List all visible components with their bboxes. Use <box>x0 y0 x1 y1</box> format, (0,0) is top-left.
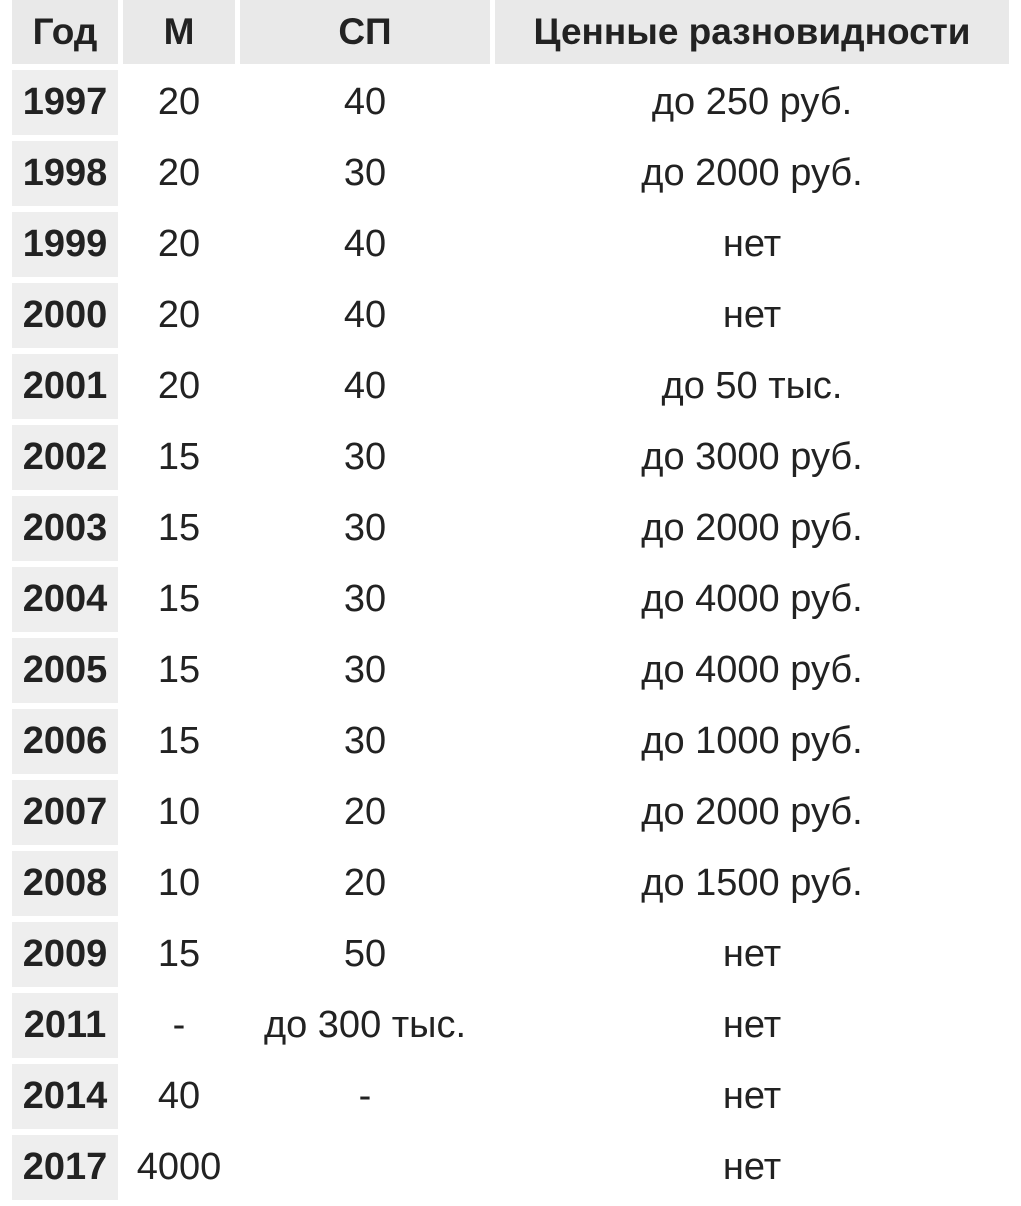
valuable-varieties-cell: до 50 тыс. <box>495 354 1009 419</box>
m-cell: 15 <box>123 709 235 774</box>
table-body <box>12 70 1009 1200</box>
year-cell: 2011 <box>12 993 118 1058</box>
year-cell: 2005 <box>12 638 118 703</box>
sp-cell: 40 <box>240 212 490 277</box>
valuable-varieties-cell: до 2000 руб. <box>495 780 1009 845</box>
sp-cell: 30 <box>240 425 490 490</box>
table-row <box>12 70 1009 135</box>
year-cell: 2017 <box>12 1135 118 1200</box>
valuable-varieties-cell: до 3000 руб. <box>495 425 1009 490</box>
year-cell: 2008 <box>12 851 118 916</box>
header-sp: СП <box>240 0 490 64</box>
sp-cell: до 300 тыс. <box>240 993 490 1058</box>
table-row <box>12 354 1009 419</box>
m-cell: 20 <box>123 70 235 135</box>
table-row <box>12 141 1009 206</box>
table-row <box>12 212 1009 277</box>
valuable-varieties-cell: нет <box>495 212 1009 277</box>
valuable-varieties-cell: нет <box>495 922 1009 987</box>
sp-cell: - <box>240 1064 490 1129</box>
m-cell: 15 <box>123 922 235 987</box>
sp-cell: 30 <box>240 709 490 774</box>
year-cell: 2014 <box>12 1064 118 1129</box>
sp-cell: 30 <box>240 496 490 561</box>
table-row <box>12 1064 1009 1129</box>
year-cell: 1999 <box>12 212 118 277</box>
m-cell: 10 <box>123 780 235 845</box>
year-cell: 1998 <box>12 141 118 206</box>
table-row <box>12 425 1009 490</box>
valuable-varieties-cell: до 1000 руб. <box>495 709 1009 774</box>
table-row <box>12 993 1009 1058</box>
sp-cell: 30 <box>240 141 490 206</box>
sp-cell: 40 <box>240 354 490 419</box>
m-cell: 20 <box>123 283 235 348</box>
table-row <box>12 922 1009 987</box>
table-row <box>12 1135 1009 1200</box>
header-year: Год <box>12 0 118 64</box>
table-row <box>12 709 1009 774</box>
table-row <box>12 638 1009 703</box>
m-cell: 10 <box>123 851 235 916</box>
valuable-varieties-cell: до 1500 руб. <box>495 851 1009 916</box>
table-row <box>12 283 1009 348</box>
m-cell: 20 <box>123 141 235 206</box>
year-cell: 2006 <box>12 709 118 774</box>
m-cell: - <box>123 993 235 1058</box>
m-cell: 15 <box>123 638 235 703</box>
header-valuable-varieties: Ценные разновидности <box>495 0 1009 64</box>
m-cell: 40 <box>123 1064 235 1129</box>
table-row <box>12 851 1009 916</box>
valuable-varieties-cell: до 4000 руб. <box>495 567 1009 632</box>
sp-cell: 30 <box>240 638 490 703</box>
sp-cell: 20 <box>240 851 490 916</box>
sp-cell: 50 <box>240 922 490 987</box>
m-cell: 15 <box>123 567 235 632</box>
year-cell: 2003 <box>12 496 118 561</box>
m-cell: 15 <box>123 425 235 490</box>
table-header-row <box>12 0 1009 64</box>
valuable-varieties-cell: нет <box>495 1135 1009 1200</box>
table-row <box>12 496 1009 561</box>
year-cell: 2004 <box>12 567 118 632</box>
m-cell: 20 <box>123 354 235 419</box>
valuable-varieties-cell: нет <box>495 993 1009 1058</box>
sp-cell: 40 <box>240 283 490 348</box>
valuable-varieties-cell: до 250 руб. <box>495 70 1009 135</box>
valuable-varieties-cell: до 2000 руб. <box>495 141 1009 206</box>
sp-cell <box>240 1135 490 1200</box>
valuable-varieties-cell: до 4000 руб. <box>495 638 1009 703</box>
sp-cell: 20 <box>240 780 490 845</box>
year-cell: 2009 <box>12 922 118 987</box>
valuable-varieties-cell: нет <box>495 1064 1009 1129</box>
m-cell: 15 <box>123 496 235 561</box>
year-cell: 2000 <box>12 283 118 348</box>
sp-cell: 30 <box>240 567 490 632</box>
year-cell: 1997 <box>12 70 118 135</box>
year-cell: 2002 <box>12 425 118 490</box>
table-row <box>12 567 1009 632</box>
year-cell: 2001 <box>12 354 118 419</box>
valuable-varieties-cell: нет <box>495 283 1009 348</box>
table-row <box>12 780 1009 845</box>
header-m: М <box>123 0 235 64</box>
m-cell: 4000 <box>123 1135 235 1200</box>
valuable-varieties-cell: до 2000 руб. <box>495 496 1009 561</box>
year-cell: 2007 <box>12 780 118 845</box>
coin-value-table <box>12 0 1009 1206</box>
m-cell: 20 <box>123 212 235 277</box>
sp-cell: 40 <box>240 70 490 135</box>
